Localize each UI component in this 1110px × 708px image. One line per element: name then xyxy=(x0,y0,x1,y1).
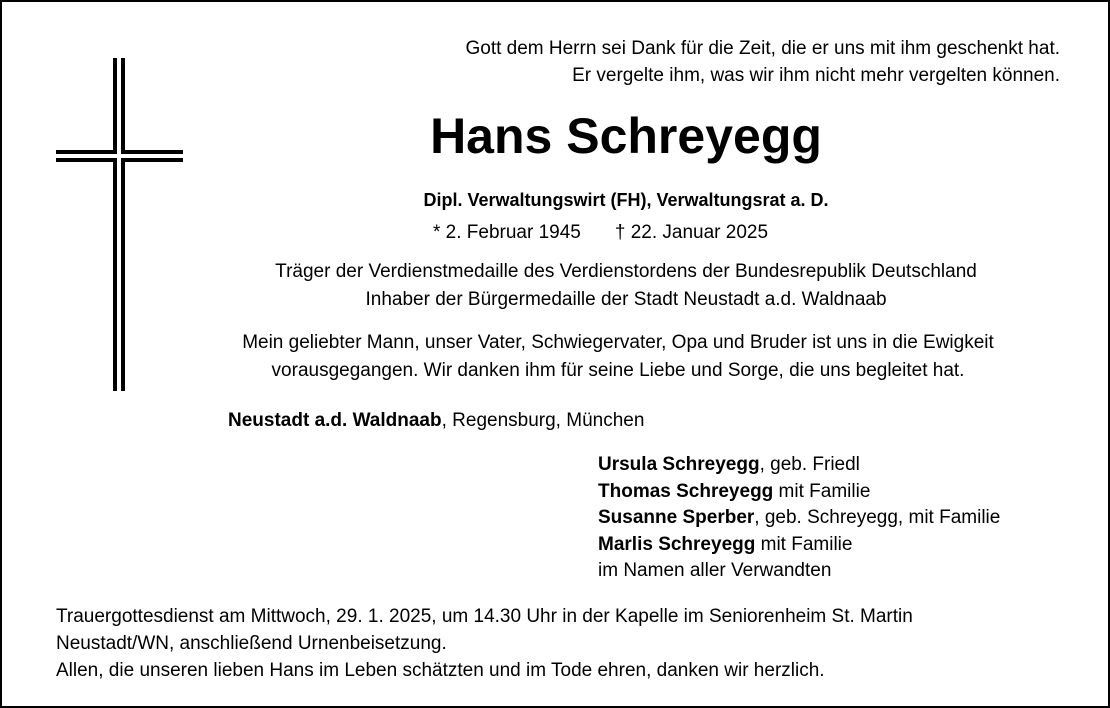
honor-line: Inhaber der Bürgermedaille der Stadt Neustadt a.d. Waldnaab xyxy=(365,289,887,310)
service-line: Trauergottesdienst am Mittwoch, 29. 1. 2025, um 14.30 Uhr in der Kapelle im Seniorenheim St. Martin xyxy=(56,606,913,627)
honor-line: Träger der Verdienstmedaille des Verdienstordens der Bundesrepublik Deutschland xyxy=(275,261,977,282)
mourners-list xyxy=(598,452,1000,585)
places-rest: , Regensburg, München xyxy=(441,410,645,431)
service-info xyxy=(56,603,913,684)
motto-line: Gott dem Herrn sei Dank für die Zeit, die er uns mit ihm geschenkt hat. xyxy=(465,38,1060,59)
mourner-name: Ursula Schreyegg xyxy=(598,454,760,475)
honors xyxy=(2,258,1110,314)
mourner-suffix: mit Familie xyxy=(755,533,853,555)
message-line: vorausgegangen. Wir danken ihm für seine Liebe und Sorge, die uns begleitet hat. xyxy=(271,360,965,381)
deceased-title: Dipl. Verwaltungswirt (FH), Verwaltungsrat a. D. xyxy=(423,190,829,210)
places-main: Neustadt a.d. Waldnaab xyxy=(228,410,442,431)
mourner xyxy=(598,479,1000,506)
mourner xyxy=(598,452,1000,479)
service-line: Neustadt/WN, anschließend Urnenbeisetzung. xyxy=(56,633,447,654)
mourner xyxy=(598,532,1000,559)
mourner-name: Thomas Schreyegg xyxy=(598,480,774,502)
mourners-closing: im Namen aller Verwandten xyxy=(598,560,832,581)
deceased-name: Hans Schreyegg xyxy=(430,108,822,164)
memorial-message xyxy=(2,329,1110,385)
mourner-name: Susanne Sperber xyxy=(598,507,755,528)
mourner-suffix: mit Familie xyxy=(773,480,871,502)
thanks-line: Allen, die unseren lieben Hans im Leben schätzten und im Tode ehren, danken wir herzlich. xyxy=(56,660,825,681)
life-dates xyxy=(433,219,768,246)
birth-date: * 2. Februar 1945 xyxy=(433,222,581,243)
death-date: † 22. Januar 2025 xyxy=(614,222,769,243)
message-line: Mein geliebter Mann, unser Vater, Schwiegervater, Opa und Bruder ist uns in die Ewigkeit xyxy=(242,332,994,353)
motto xyxy=(465,35,1060,89)
mourner-name: Marlis Schreyegg xyxy=(598,533,756,555)
mourner-suffix: , geb. Schreyegg, mit Familie xyxy=(754,507,1001,528)
motto-line: Er vergelte ihm, was wir ihm nicht mehr vergelten können. xyxy=(572,65,1060,86)
places xyxy=(228,407,644,435)
mourner xyxy=(598,505,1000,532)
mourner-suffix: , geb. Friedl xyxy=(759,454,860,475)
